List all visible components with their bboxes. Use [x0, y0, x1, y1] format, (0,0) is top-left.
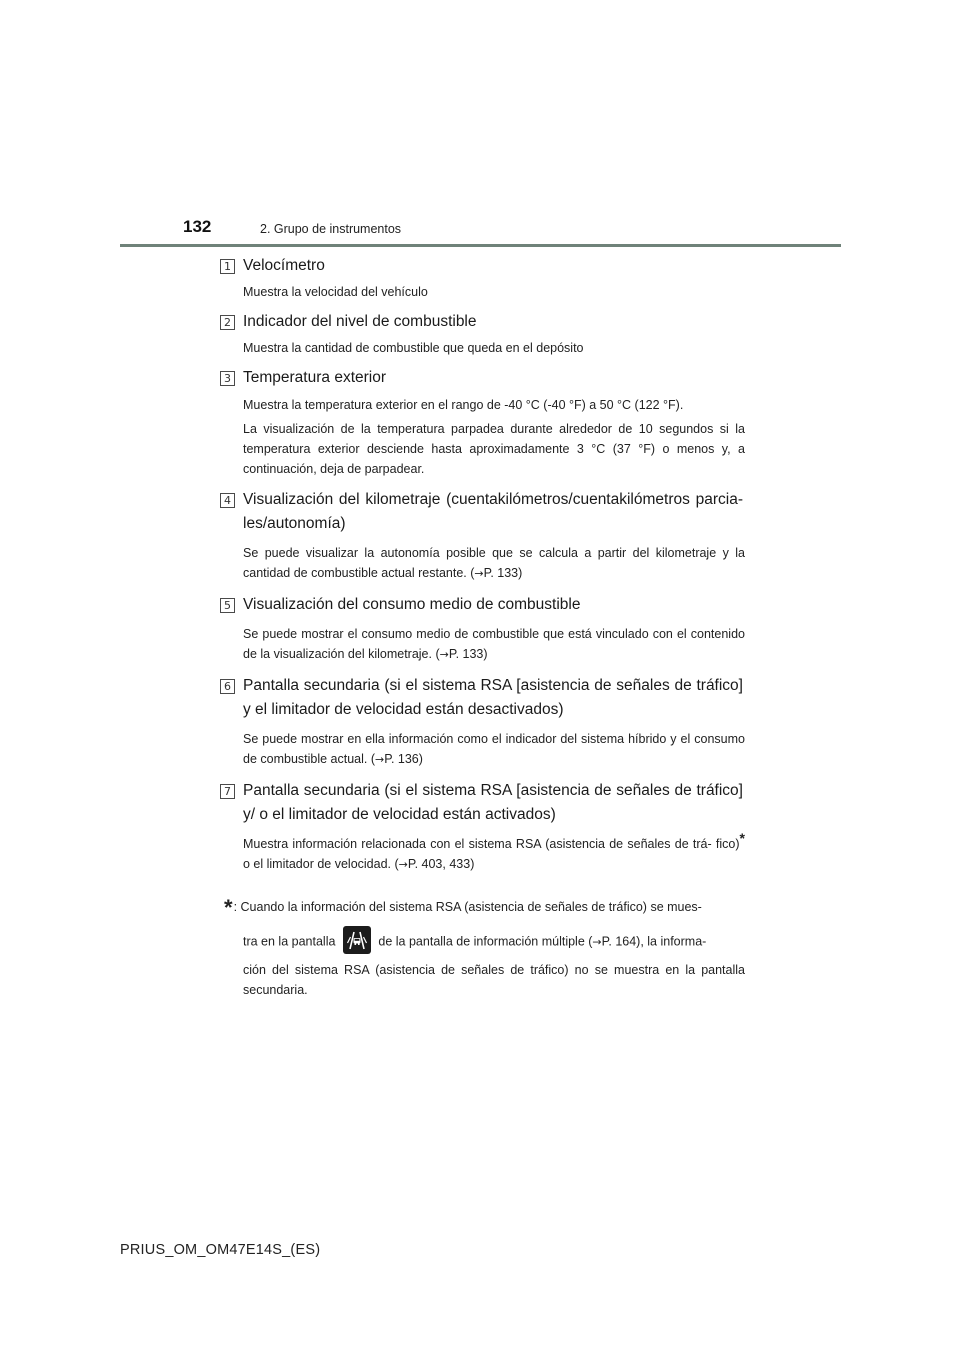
footnote-text: : Cuando la información del sistema RSA (asistencia de señales de tráfico) se mues-	[233, 900, 702, 914]
item-description	[243, 729, 745, 770]
item-title: Pantalla secundaria (si el sistema RSA [asistencia de señales de tráfico] y el limitador de velocidad están desactivados)	[243, 677, 743, 718]
description-text: Muestra información relacionada con el sistema RSA (asistencia de señales de trá- fico)	[243, 837, 740, 851]
page-reference[interactable]: P. 133	[483, 566, 519, 580]
reference-arrow-icon: →	[375, 753, 385, 766]
item-title: Velocímetro	[243, 257, 325, 274]
content	[0, 250, 960, 1000]
item-title: Pantalla secundaria (si el sistema RSA [asistencia de señales de tráfico] y/ o el limitador de velocidad están activados)	[243, 782, 743, 823]
page-reference[interactable]: P. 403, 433	[407, 857, 471, 871]
item-number-badge: 5	[220, 598, 235, 613]
page-reference[interactable]: P. 164	[601, 934, 637, 949]
description-text: o el limitador de velocidad. (	[243, 857, 399, 871]
page-number: 132	[183, 217, 212, 236]
footnote-text: ), la informa-	[636, 934, 707, 949]
footnote	[224, 893, 745, 1000]
item-description: La visualización de la temperatura parpadea durante alrededor de 10 segundos si la temperatura exterior desciende hasta aproximadamente 3 °C (37 °F) o menos y, a continuación, deja de parpadear.	[243, 422, 745, 476]
description-text: Se puede visualizar la autonomía posible que se calcula a partir del kilometraje y la cantidad de combustible actual restante. (	[243, 546, 745, 580]
item-title: Visualización del consumo medio de combustible	[243, 596, 581, 613]
item-title: Temperatura exterior	[243, 369, 387, 386]
item-number-badge: 6	[220, 679, 235, 694]
list-item	[0, 779, 960, 875]
footnote-text: ción del sistema RSA (asistencia de señales de tráfico) no se muestra en la pantalla secundaria.	[243, 963, 745, 997]
item-description: Muestra la velocidad del vehículo	[243, 285, 428, 299]
item-title: Visualización del kilometraje (cuentakilómetros/cuentakilómetros parcia- les/autonomía)	[243, 491, 743, 532]
footnote-text: de la pantalla de información múltiple (	[378, 934, 593, 949]
list-item	[0, 593, 960, 665]
reference-arrow-icon: →	[592, 935, 602, 949]
list-item	[0, 310, 960, 358]
document-code: PRIUS_OM_OM47E14S_(ES)	[120, 1242, 321, 1258]
page-reference[interactable]: P. 133	[448, 647, 484, 661]
section-title: 2. Grupo de instrumentos	[260, 222, 402, 236]
description-end: )	[418, 752, 423, 766]
list-item	[0, 674, 960, 770]
item-number-badge: 3	[220, 371, 235, 386]
footnote-star-marker: *	[739, 829, 745, 846]
reference-arrow-icon: →	[439, 648, 449, 661]
page-reference[interactable]: P. 136	[384, 752, 419, 766]
description-end: )	[518, 566, 523, 580]
header-rule	[120, 244, 841, 247]
footnote-continuation	[224, 928, 745, 1000]
item-description	[243, 624, 745, 665]
item-description: Muestra la cantidad de combustible que queda en el depósito	[243, 341, 584, 355]
description-text: Se puede mostrar el consumo medio de combustible que está vinculado con el contenido de la visualización del kilometraje. (	[243, 627, 745, 661]
item-number-badge: 4	[220, 493, 235, 508]
item-number-badge: 1	[220, 259, 235, 274]
item-description	[243, 829, 745, 875]
footnote-star: *	[224, 895, 233, 920]
description-text: Se puede mostrar en ella información como el indicador del sistema híbrido y el consumo de combustible actual. (	[243, 732, 745, 766]
list-item	[0, 366, 960, 479]
item-description	[243, 543, 745, 584]
description-end: )	[483, 647, 488, 661]
list-item	[0, 254, 960, 302]
description-end: )	[470, 857, 475, 871]
item-number-badge: 7	[220, 784, 235, 799]
list-item	[0, 488, 960, 584]
rsa-traffic-sign-icon	[343, 926, 371, 954]
item-title: Indicador del nivel de combustible	[243, 313, 477, 330]
reference-arrow-icon: →	[398, 858, 408, 871]
footnote-text: tra en la pantalla	[243, 934, 336, 949]
footnote-body	[224, 893, 745, 922]
item-description: Muestra la temperatura exterior en el rango de -40 °C (-40 °F) a 50 °C (122 °F).	[243, 398, 684, 412]
item-number-badge: 2	[220, 315, 235, 330]
reference-arrow-icon: →	[474, 567, 484, 580]
